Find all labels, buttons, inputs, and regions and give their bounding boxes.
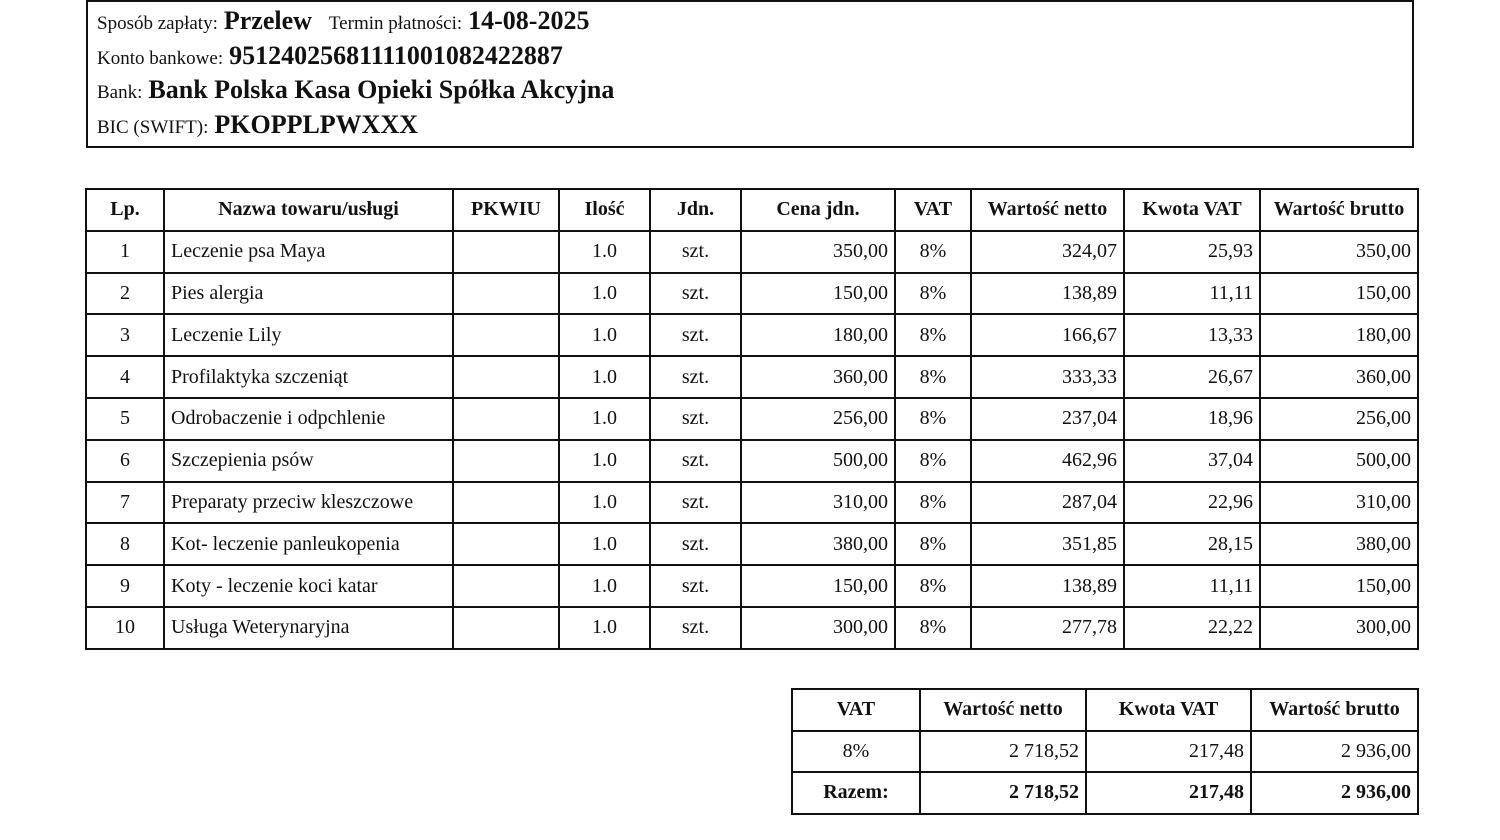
- summary-total-row: [792, 772, 1418, 814]
- cell-vat: 8%: [895, 482, 971, 524]
- cell-vat: 8%: [895, 607, 971, 649]
- cell-vat: 8%: [895, 356, 971, 398]
- payment-details-box: [86, 0, 1414, 148]
- cell-name: Kot- leczenie panleukopenia: [164, 523, 453, 565]
- bank-account-label: Konto bankowe:: [97, 47, 224, 69]
- table-row: [86, 356, 1418, 398]
- cell-unit: szt.: [650, 231, 741, 273]
- cell-name: Usługa Weterynaryjna: [164, 607, 453, 649]
- cell-unit: szt.: [650, 398, 741, 440]
- cell-unit: szt.: [650, 482, 741, 524]
- summary-rate-gross: 2 936,00: [1251, 731, 1418, 773]
- summary-total-net: 2 718,52: [920, 772, 1086, 814]
- cell-vat: 8%: [895, 523, 971, 565]
- cell-net-value: 351,85: [971, 523, 1124, 565]
- summary-total-gross: 2 936,00: [1251, 772, 1418, 814]
- cell-vat: 8%: [895, 398, 971, 440]
- cell-unit: szt.: [650, 523, 741, 565]
- cell-unit: szt.: [650, 607, 741, 649]
- items-header-row: [86, 189, 1418, 231]
- cell-lp: 2: [86, 273, 164, 315]
- cell-gross-value: 380,00: [1260, 523, 1418, 565]
- cell-lp: 4: [86, 356, 164, 398]
- cell-unit: szt.: [650, 565, 741, 607]
- header-vat-amount: Kwota VAT: [1124, 189, 1260, 231]
- table-row: [86, 273, 1418, 315]
- cell-qty: 1.0: [559, 231, 650, 273]
- cell-qty: 1.0: [559, 607, 650, 649]
- table-row: [86, 231, 1418, 273]
- cell-net-value: 138,89: [971, 565, 1124, 607]
- cell-vat-amount: 26,67: [1124, 356, 1260, 398]
- summary-header-net: Wartość netto: [920, 689, 1086, 731]
- bic-line: [97, 110, 1412, 145]
- header-lp: Lp.: [86, 189, 164, 231]
- payment-method-label: Sposób zapłaty:: [97, 13, 218, 34]
- cell-vat: 8%: [895, 440, 971, 482]
- bic-label: BIC (SWIFT):: [97, 116, 209, 138]
- bank-name-value: Bank Polska Kasa Opieki Spółka Akcyjna: [148, 75, 615, 104]
- summary-header-gross: Wartość brutto: [1251, 689, 1418, 731]
- cell-pkwiu: [453, 440, 559, 482]
- summary-header-vat: VAT: [792, 689, 920, 731]
- cell-unit: szt.: [650, 356, 741, 398]
- cell-pkwiu: [453, 482, 559, 524]
- cell-pkwiu: [453, 356, 559, 398]
- header-gross-value: Wartość brutto: [1260, 189, 1418, 231]
- bank-name-label: Bank:: [97, 82, 143, 103]
- cell-qty: 1.0: [559, 565, 650, 607]
- summary-rate-net: 2 718,52: [920, 731, 1086, 773]
- cell-unit-price: 360,00: [741, 356, 895, 398]
- bank-name-line: [97, 75, 1412, 110]
- table-row: [86, 482, 1418, 524]
- cell-unit: szt.: [650, 440, 741, 482]
- cell-vat-amount: 22,22: [1124, 607, 1260, 649]
- cell-vat-amount: 22,96: [1124, 482, 1260, 524]
- cell-net-value: 333,33: [971, 356, 1124, 398]
- header-unit: Jdn.: [650, 189, 741, 231]
- summary-rate: 8%: [792, 731, 920, 773]
- cell-pkwiu: [453, 565, 559, 607]
- cell-lp: 8: [86, 523, 164, 565]
- cell-qty: 1.0: [559, 356, 650, 398]
- header-name: Nazwa towaru/usługi: [164, 189, 453, 231]
- summary-rate-row: [792, 731, 1418, 773]
- cell-gross-value: 150,00: [1260, 273, 1418, 315]
- cell-name: Koty - leczenie koci katar: [164, 565, 453, 607]
- table-row: [86, 607, 1418, 649]
- cell-unit-price: 150,00: [741, 273, 895, 315]
- cell-vat-amount: 28,15: [1124, 523, 1260, 565]
- cell-vat: 8%: [895, 314, 971, 356]
- header-qty: Ilość: [559, 189, 650, 231]
- header-pkwiu: PKWIU: [453, 189, 559, 231]
- cell-net-value: 462,96: [971, 440, 1124, 482]
- cell-vat: 8%: [895, 231, 971, 273]
- due-date-value: 14-08-2025: [468, 6, 590, 35]
- cell-gross-value: 360,00: [1260, 356, 1418, 398]
- summary-header-row: [792, 689, 1418, 731]
- cell-name: Pies alergia: [164, 273, 453, 315]
- cell-unit-price: 150,00: [741, 565, 895, 607]
- cell-lp: 10: [86, 607, 164, 649]
- cell-lp: 9: [86, 565, 164, 607]
- invoice-items-table: [85, 188, 1419, 650]
- cell-qty: 1.0: [559, 398, 650, 440]
- table-row: [86, 398, 1418, 440]
- cell-qty: 1.0: [559, 273, 650, 315]
- summary-total-label: Razem:: [792, 772, 920, 814]
- vat-summary-table: [791, 688, 1419, 815]
- cell-net-value: 138,89: [971, 273, 1124, 315]
- cell-vat: 8%: [895, 273, 971, 315]
- cell-unit-price: 380,00: [741, 523, 895, 565]
- cell-qty: 1.0: [559, 314, 650, 356]
- payment-method-value: Przelew: [223, 6, 312, 35]
- cell-qty: 1.0: [559, 482, 650, 524]
- cell-vat-amount: 18,96: [1124, 398, 1260, 440]
- cell-net-value: 287,04: [971, 482, 1124, 524]
- cell-vat-amount: 11,11: [1124, 273, 1260, 315]
- table-row: [86, 440, 1418, 482]
- cell-unit-price: 300,00: [741, 607, 895, 649]
- cell-name: Profilaktyka szczeniąt: [164, 356, 453, 398]
- cell-net-value: 324,07: [971, 231, 1124, 273]
- cell-lp: 3: [86, 314, 164, 356]
- cell-unit-price: 350,00: [741, 231, 895, 273]
- cell-vat-amount: 11,11: [1124, 565, 1260, 607]
- cell-pkwiu: [453, 607, 559, 649]
- cell-pkwiu: [453, 398, 559, 440]
- cell-pkwiu: [453, 523, 559, 565]
- cell-name: Preparaty przeciw kleszczowe: [164, 482, 453, 524]
- cell-qty: 1.0: [559, 523, 650, 565]
- cell-gross-value: 500,00: [1260, 440, 1418, 482]
- cell-name: Szczepienia psów: [164, 440, 453, 482]
- cell-unit-price: 310,00: [741, 482, 895, 524]
- header-net-value: Wartość netto: [971, 189, 1124, 231]
- cell-vat-amount: 37,04: [1124, 440, 1260, 482]
- header-vat: VAT: [895, 189, 971, 231]
- cell-unit: szt.: [650, 273, 741, 315]
- summary-total-vat-amount: 217,48: [1086, 772, 1251, 814]
- bic-value: PKOPPLPWXXX: [214, 109, 419, 139]
- cell-net-value: 166,67: [971, 314, 1124, 356]
- cell-pkwiu: [453, 231, 559, 273]
- cell-gross-value: 350,00: [1260, 231, 1418, 273]
- cell-name: Odrobaczenie i odpchlenie: [164, 398, 453, 440]
- cell-name: Leczenie Lily: [164, 314, 453, 356]
- due-date-label: Termin płatności:: [328, 13, 463, 34]
- cell-unit-price: 256,00: [741, 398, 895, 440]
- cell-net-value: 237,04: [971, 398, 1124, 440]
- table-row: [86, 565, 1418, 607]
- cell-gross-value: 180,00: [1260, 314, 1418, 356]
- summary-header-vat-amount: Kwota VAT: [1086, 689, 1251, 731]
- cell-vat: 8%: [895, 565, 971, 607]
- cell-pkwiu: [453, 314, 559, 356]
- cell-unit-price: 500,00: [741, 440, 895, 482]
- cell-lp: 1: [86, 231, 164, 273]
- cell-lp: 5: [86, 398, 164, 440]
- cell-vat-amount: 25,93: [1124, 231, 1260, 273]
- table-row: [86, 314, 1418, 356]
- cell-net-value: 277,78: [971, 607, 1124, 649]
- cell-pkwiu: [453, 273, 559, 315]
- cell-unit: szt.: [650, 314, 741, 356]
- cell-gross-value: 310,00: [1260, 482, 1418, 524]
- payment-method-line: [97, 6, 1412, 41]
- cell-gross-value: 300,00: [1260, 607, 1418, 649]
- cell-vat-amount: 13,33: [1124, 314, 1260, 356]
- cell-gross-value: 150,00: [1260, 565, 1418, 607]
- bank-account-value: 95124025681111001082422887: [229, 40, 563, 70]
- header-unit-price: Cena jdn.: [741, 189, 895, 231]
- cell-qty: 1.0: [559, 440, 650, 482]
- summary-rate-vat-amount: 217,48: [1086, 731, 1251, 773]
- cell-lp: 7: [86, 482, 164, 524]
- table-row: [86, 523, 1418, 565]
- cell-gross-value: 256,00: [1260, 398, 1418, 440]
- cell-name: Leczenie psa Maya: [164, 231, 453, 273]
- cell-unit-price: 180,00: [741, 314, 895, 356]
- cell-lp: 6: [86, 440, 164, 482]
- bank-account-line: [97, 41, 1412, 76]
